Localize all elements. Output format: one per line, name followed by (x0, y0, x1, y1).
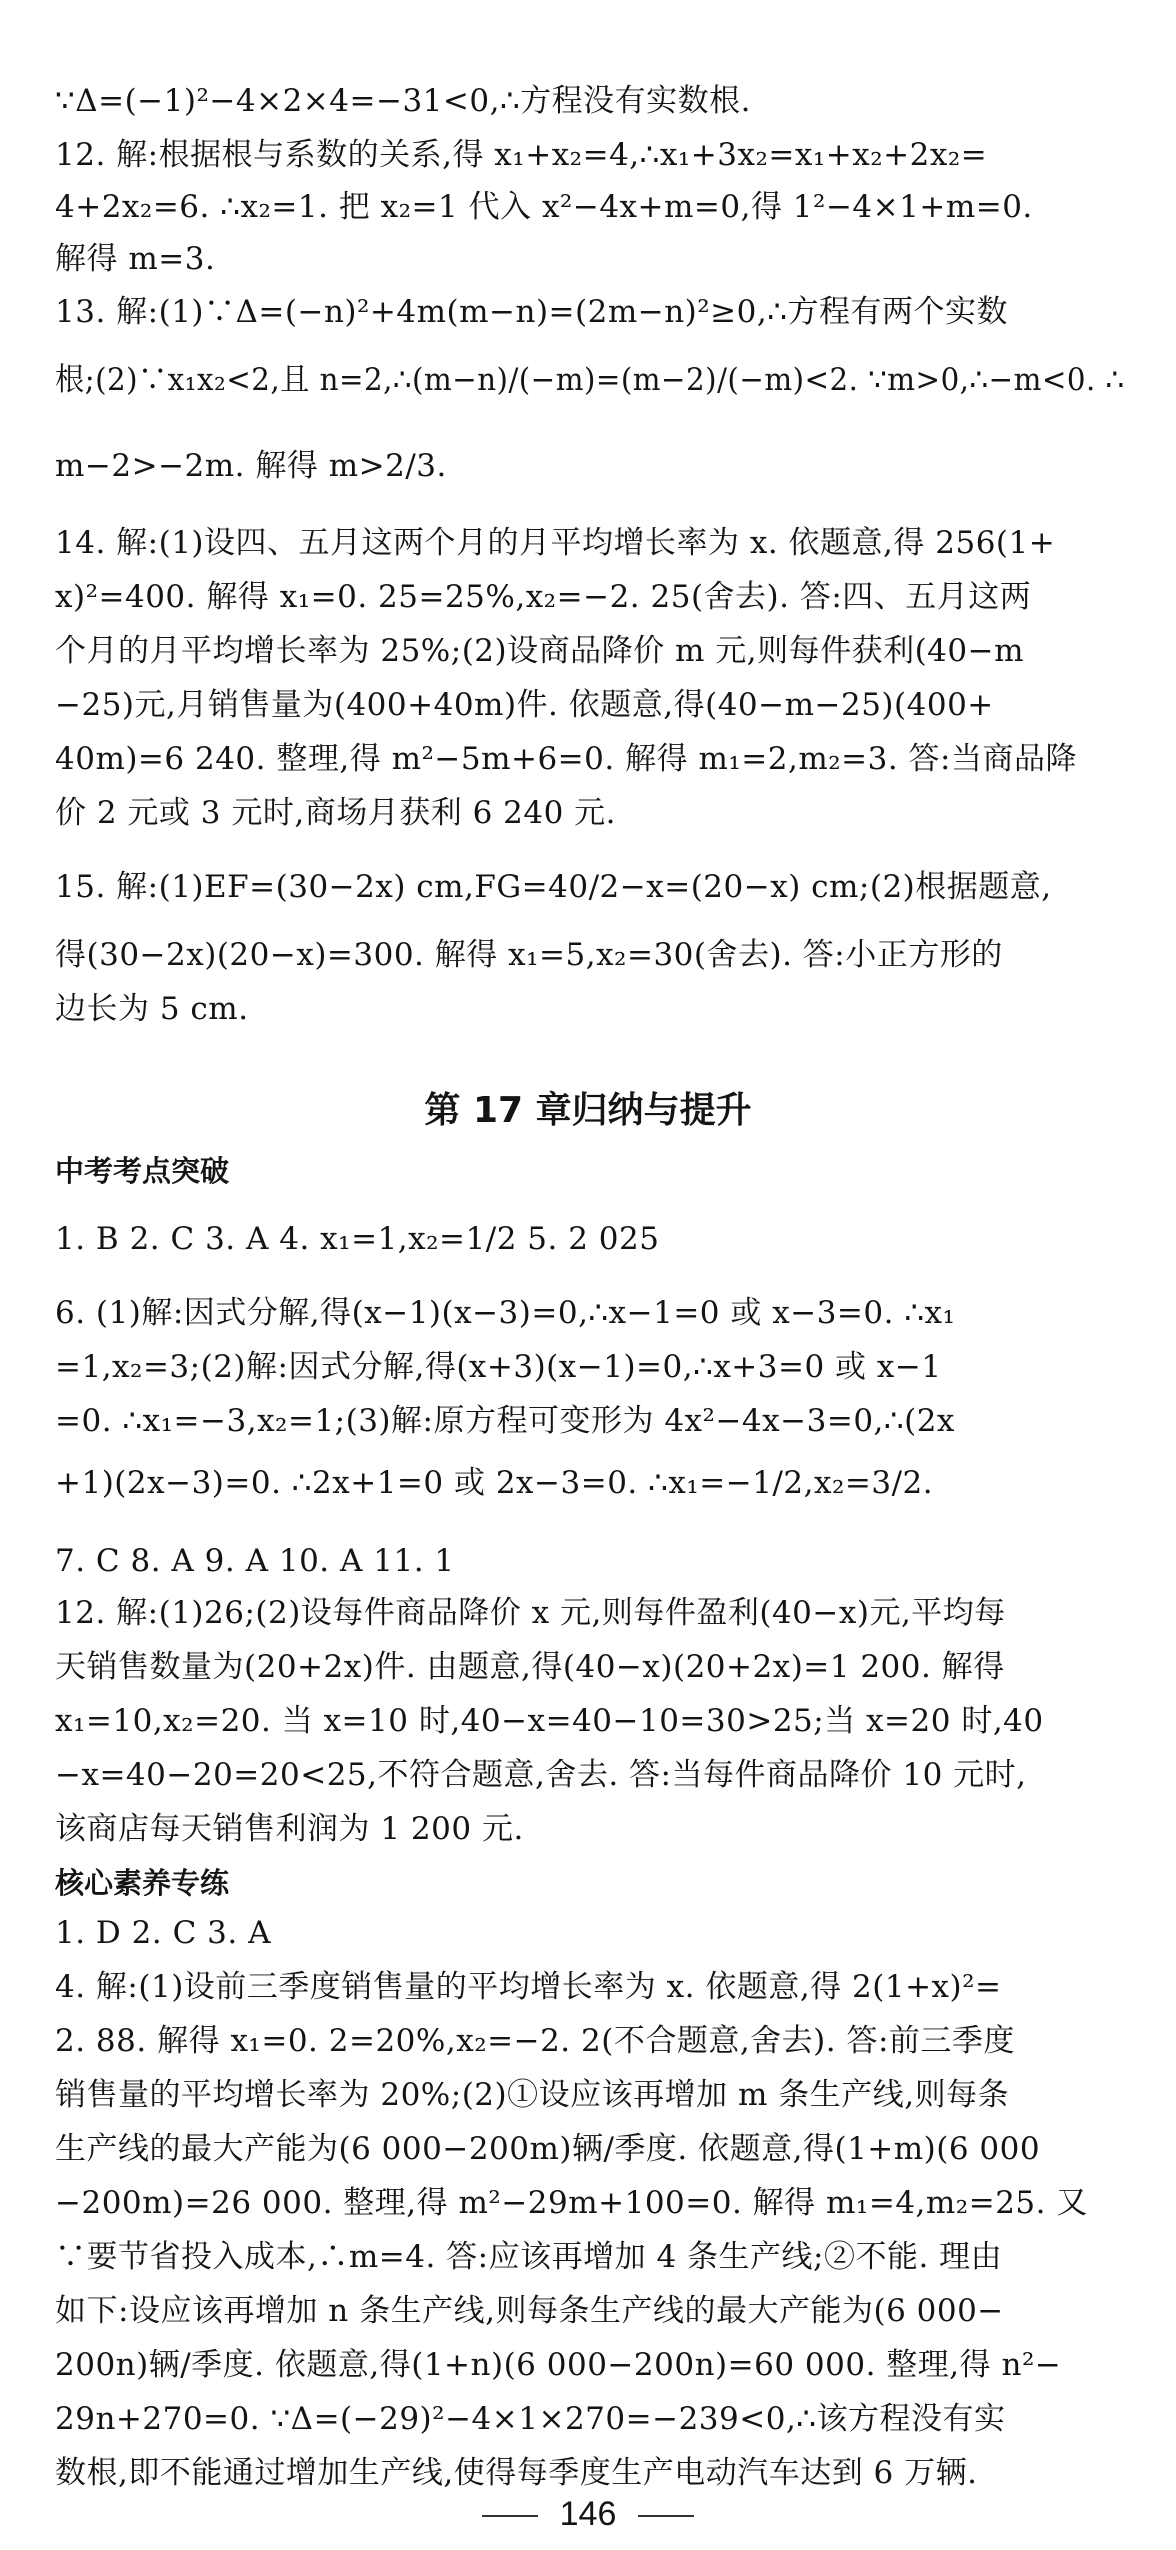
text-line: −25)元,月销售量为(400+40m)件. 依题意,得(40−m−25)(400+ (55, 687, 994, 723)
text-line: =0. ∴x₁=−3,x₂=1;(3)解:原方程可变形为 4x²−4x−3=0,∴(2x (55, 1403, 955, 1439)
page-number-row (0, 2492, 1176, 2536)
text-line: 根;(2)∵x₁x₂<2,且 n=2,∴(m−n)/(−m)=(m−2)/(−m)<2. ∵m>0,∴−m<0. ∴ (55, 362, 1125, 398)
page-dash-right (638, 2515, 694, 2517)
page-dash-left (482, 2515, 538, 2517)
text-line: m−2>−2m. 解得 m>2/3. (55, 448, 447, 484)
text-line: x₁=10,x₂=20. 当 x=10 时,40−x=40−10=30>25;当 x=20 时,40 (55, 1703, 1044, 1739)
text-line: 价 2 元或 3 元时,商场月获利 6 240 元. (55, 795, 617, 831)
text-line: 1. D 2. C 3. A (55, 1915, 271, 1951)
text-line: −x=40−20=20<25,不符合题意,舍去. 答:当每件商品降价 10 元时, (55, 1757, 1027, 1793)
text-line: 14. 解:(1)设四、五月这两个月的月平均增长率为 x. 依题意,得 256(1+ (55, 525, 1056, 561)
text-line: 天销售数量为(20+2x)件. 由题意,得(40−x)(20+2x)=1 200. 解得 (55, 1649, 1005, 1685)
text-line: 个月的月平均增长率为 25%;(2)设商品降价 m 元,则每件获利(40−m (55, 633, 1024, 669)
text-line: 解得 m=3. (55, 241, 216, 277)
text-line: 6. (1)解:因式分解,得(x−1)(x−3)=0,∴x−1=0 或 x−3=0. ∴x₁ (55, 1295, 956, 1331)
text-line: 如下:设应该再增加 n 条生产线,则每条生产线的最大产能为(6 000− (55, 2293, 1004, 2329)
text-line: 200n)辆/季度. 依题意,得(1+n)(6 000−200n)=60 000. 整理,得 n²− (55, 2347, 1062, 2383)
text-line: 1. B 2. C 3. A 4. x₁=1,x₂=1/2 5. 2 025 (55, 1221, 660, 1257)
page-number: 146 (559, 2495, 617, 2533)
text-line: x)²=400. 解得 x₁=0. 25=25%,x₂=−2. 25(舍去). 答:四、五月这两 (55, 579, 1032, 615)
text-line: 29n+270=0. ∵Δ=(−29)²−4×1×270=−239<0,∴该方程没有实 (55, 2401, 1006, 2437)
text-line: 边长为 5 cm. (55, 991, 249, 1027)
text-line: 15. 解:(1)EF=(30−2x) cm,FG=40/2−x=(20−x) cm;(2)根据题意, (55, 869, 1052, 905)
text-line: 得(30−2x)(20−x)=300. 解得 x₁=5,x₂=30(舍去). 答:小正方形的 (55, 937, 1003, 973)
text-line: 该商店每天销售利润为 1 200 元. (55, 1811, 524, 1847)
text-line: 生产线的最大产能为(6 000−200m)辆/季度. 依题意,得(1+m)(6 000 (55, 2131, 1041, 2167)
text-line: ∵Δ=(−1)²−4×2×4=−31<0,∴方程没有实数根. (55, 83, 752, 119)
text-line: =1,x₂=3;(2)解:因式分解,得(x+3)(x−1)=0,∴x+3=0 或 x−1 (55, 1349, 942, 1385)
text-line: ∵要节省投入成本,∴m=4. 答:应该再增加 4 条生产线;②不能. 理由 (55, 2239, 1003, 2275)
subheading: 中考考点突破 (55, 1154, 230, 1188)
text-line: 40m)=6 240. 整理,得 m²−5m+6=0. 解得 m₁=2,m₂=3. 答:当商品降 (55, 741, 1077, 777)
text-line: 2. 88. 解得 x₁=0. 2=20%,x₂=−2. 2(不合题意,舍去). 答:前三季度 (55, 2023, 1015, 2059)
section-title: 第 17 章归纳与提升 (424, 1090, 752, 1131)
subheading: 核心素养专练 (55, 1866, 230, 1900)
text-line: 4. 解:(1)设前三季度销售量的平均增长率为 x. 依题意,得 2(1+x)²= (55, 1969, 1002, 2005)
text-line: +1)(2x−3)=0. ∴2x+1=0 或 2x−3=0. ∴x₁=−1/2,x₂=3/2. (55, 1465, 934, 1501)
text-line: 4+2x₂=6. ∴x₂=1. 把 x₂=1 代入 x²−4x+m=0,得 1²−4×1+m=0. (55, 189, 1033, 225)
text-line: 13. 解:(1)∵Δ=(−n)²+4m(m−n)=(2m−n)²≥0,∴方程有两个实数 (55, 294, 1008, 330)
text-line: −200m)=26 000. 整理,得 m²−29m+100=0. 解得 m₁=4,m₂=25. 又 (55, 2185, 1088, 2221)
text-line: 数根,即不能通过增加生产线,使得每季度生产电动汽车达到 6 万辆. (55, 2455, 978, 2491)
text-line: 12. 解:(1)26;(2)设每件商品降价 x 元,则每件盈利(40−x)元,平均每 (55, 1595, 1006, 1631)
text-line: 销售量的平均增长率为 20%;(2)①设应该再增加 m 条生产线,则每条 (55, 2077, 1010, 2113)
text-line: 7. C 8. A 9. A 10. A 11. 1 (55, 1543, 455, 1579)
text-line: 12. 解:根据根与系数的关系,得 x₁+x₂=4,∴x₁+3x₂=x₁+x₂+2x₂= (55, 137, 988, 173)
